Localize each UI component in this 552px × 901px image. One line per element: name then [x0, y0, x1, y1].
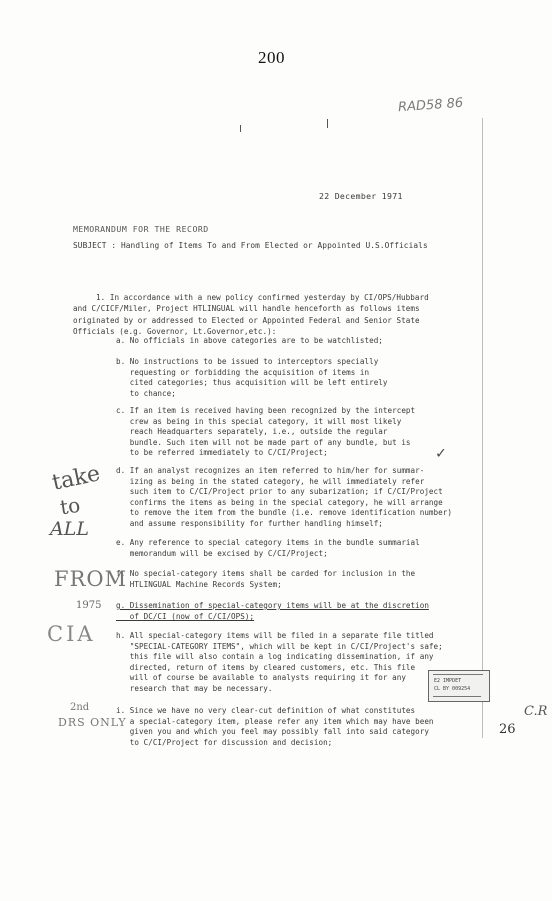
memo-heading: MEMORANDUM FOR THE RECORD	[73, 224, 209, 234]
item-line: bundle. Such item will not be made part of any bundle, but is	[116, 437, 411, 447]
list-item-b	[116, 357, 388, 399]
list-item-c	[116, 406, 415, 459]
stamp-rule	[433, 696, 481, 697]
memo-subject: SUBJECT : Handling of Items To and From Elected or Appointed U.S.Officials	[73, 241, 428, 250]
item-line: crew as being in this special category, it will most likely	[116, 416, 402, 426]
item-line: of DC/CI (now of C/CI/OPS);	[116, 611, 255, 621]
item-line: and assume responsibility for further handling himself;	[116, 518, 383, 528]
punch-mark-center	[327, 119, 328, 128]
paragraph-line: and C/CICF/Miler, Project HTLINGUAL will handle henceforth as follows items	[73, 304, 420, 314]
item-line: to remove the item from the bundle (i.e. remove identification number)	[116, 508, 452, 518]
list-item-h	[116, 631, 443, 695]
item-line: a special-category item, please refer any item which may have been	[116, 716, 434, 726]
item-line: confirms the items as being in the special category, he will arrange	[116, 497, 443, 507]
item-line: c. If an item is received having been recognized by the intercept	[116, 406, 416, 415]
from-stamp: FROM	[54, 567, 128, 591]
stamp-rule	[433, 674, 483, 675]
item-line: "SPECIAL-CATEGORY ITEMS", which will be kept in C/CI/Project's safe;	[116, 641, 443, 651]
item-line: memorandum will be excised by C/CI/Project;	[116, 548, 328, 558]
item-line: reach Headquarters separately, i.e., outside the regular	[116, 427, 388, 437]
item-line: this file will also contain a log indicating dissemination, if any	[116, 652, 434, 662]
paragraph-line: originated by or addressed to Elected or Appointed Federal and Senior State	[73, 315, 420, 325]
paragraph-line: Officials (e.g. Governor, Lt.Governor,etc.):	[73, 326, 277, 336]
list-item-i	[116, 706, 434, 748]
list-item-d	[116, 466, 452, 530]
item-line: b. No instructions to be issued to interceptors specially	[116, 357, 379, 366]
item-line: HTLINGUAL Machine Records System;	[116, 579, 282, 589]
list-item-g	[116, 601, 429, 622]
list-item-f	[116, 569, 415, 590]
handwritten-note: to	[58, 492, 82, 520]
agency-stamp: CIA	[47, 622, 96, 646]
item-line: to be referred immediately to C/CI/Project;	[116, 448, 328, 458]
bottom-stamp: DRS ONLY	[58, 716, 127, 729]
item-line: to chance;	[116, 388, 176, 398]
page-number: 200	[258, 48, 285, 67]
item-line: will of course be available to analysts requiring it for any	[116, 673, 406, 683]
classification-stamp	[428, 670, 490, 702]
year-stamp: 1975	[76, 600, 102, 611]
corner-stamp-mark: RAD58 86	[397, 95, 464, 116]
handwritten-note: ALL	[50, 518, 89, 540]
handwritten-mark: C.R	[524, 704, 548, 719]
margin-check-mark: ✓	[436, 443, 446, 462]
handwritten-mark: 26	[499, 722, 516, 737]
item-line: given you and which you feel may possibly fall into said category	[116, 727, 429, 737]
item-line: f. No special-category items shall be carded for inclusion in the	[116, 569, 416, 578]
punch-mark-left	[240, 125, 241, 132]
stamp-text: CL BY 009254	[434, 686, 471, 692]
item-line: directed, return of items by cleared customers, etc. This file	[116, 662, 416, 672]
item-line: research that may be necessary.	[116, 683, 273, 693]
item-line: g. Dissemination of special-category items will be at the discretion	[116, 601, 429, 610]
item-line: e. Any reference to special category items in the bundle summarial	[116, 538, 420, 547]
list-item-a	[116, 336, 383, 347]
item-line: requesting or forbidding the acquisition of items in	[116, 367, 370, 377]
stamp-text: E2 IMPDET	[434, 678, 462, 684]
item-line: such item to C/CI/Project prior to any subarization; if C/CI/Project	[116, 487, 443, 497]
memo-date: 22 December 1971	[319, 191, 403, 201]
item-line: a. No officials in above categories are to be watchlisted;	[116, 336, 383, 345]
item-line: i. Since we have no very clear-cut definition of what constitutes	[116, 706, 416, 715]
page-fold-line	[482, 118, 483, 738]
paragraph-line: 1. In accordance with a new policy confirmed yesterday by CI/OPS/Hubbard	[96, 293, 429, 303]
paragraph-1	[73, 281, 443, 337]
item-line: cited categories; thus acquisition will be left entirely	[116, 378, 388, 388]
item-line: d. If an analyst recognizes an item referred to him/her for summar-	[116, 466, 425, 475]
handwritten-note: take	[49, 461, 103, 496]
item-line: h. All special-category items will be filed in a separate file titled	[116, 631, 434, 640]
item-line: to C/CI/Project for discussion and decision;	[116, 737, 333, 747]
item-line: izing as being in the stated category, he will immediately refer	[116, 476, 425, 486]
list-item-e	[116, 538, 420, 559]
bottom-stamp: 2nd	[70, 702, 90, 713]
